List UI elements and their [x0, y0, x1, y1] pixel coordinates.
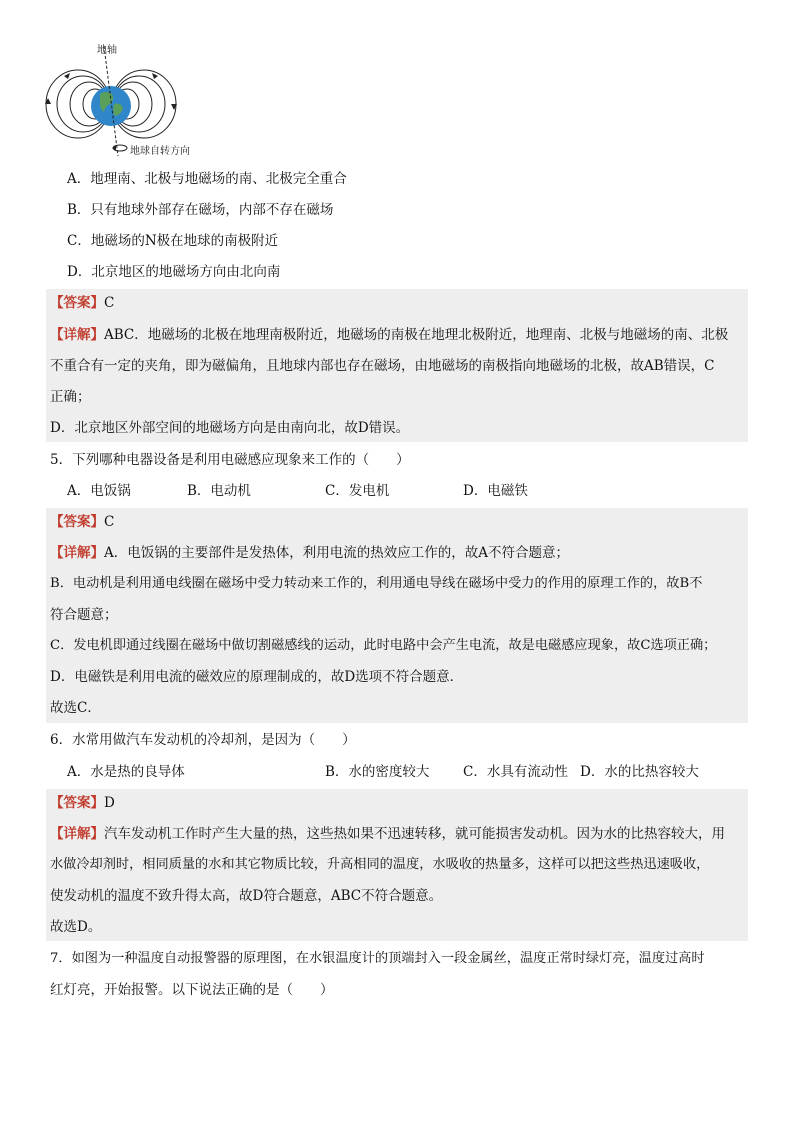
- q5-detail-line-3: 符合题意；: [50, 607, 118, 623]
- detail-tag: 【详解】: [50, 826, 104, 842]
- q7-stem-line-1: 7．如图为一种温度自动报警器的原理图，在水银温度计的顶端封入一段金属丝，温度正常时绿灯亮，温度过高时: [50, 951, 705, 966]
- earth-axis-label: 地轴: [97, 45, 117, 56]
- q6-answer: [50, 793, 115, 813]
- q5-option-b: B．电动机: [187, 483, 251, 499]
- q5-answer-block: [46, 508, 748, 723]
- answer-value: C: [104, 514, 115, 530]
- magnetic-field-diagram: [40, 38, 220, 158]
- q4-option-c: C．地磁场的N极在地球的南极附近: [67, 233, 279, 249]
- rotation-direction-label: 地球自转方向: [130, 146, 190, 157]
- q5-answer: [50, 512, 114, 532]
- q6-option-b: B．水的密度较大: [325, 764, 430, 780]
- q6-option-d: D．水的比热容较大: [580, 764, 699, 780]
- answer-tag: 【答案】: [50, 795, 104, 811]
- q7-stem-line-2: 红灯亮，开始报警。以下说法正确的是（ ）: [50, 982, 334, 998]
- q5-detail-line-6: 故选C．: [50, 700, 101, 716]
- q4-option-b: B．只有地球外部存在磁场，内部不存在磁场: [67, 202, 334, 218]
- q6-option-a: A．水是热的良导体: [67, 764, 185, 780]
- q4-option-d: D．北京地区的地磁场方向由北向南: [67, 264, 281, 280]
- q5-detail-line-4: C．发电机即通过线圈在磁场中做切割磁感线的运动，此时电路中会产生电流，故是电磁感应现象，故C选项正确；: [50, 638, 717, 653]
- q4-detail-line-3: 正确；: [50, 389, 91, 405]
- earth-magnetic-field-figure: [40, 38, 220, 158]
- q5-stem: 5．下列哪种电器设备是利用电磁感应现象来工作的（ ）: [50, 452, 410, 468]
- q5-detail-line-1: 【详解】A．电饭锅的主要部件是发热体，利用电流的热效应工作的，故A不符合题意；: [50, 545, 569, 561]
- q6-stem: 6．水常用做汽车发动机的冷却剂，是因为（ ）: [50, 732, 356, 748]
- q5-detail-line-5: D．电磁铁是利用电流的磁效应的原理制成的，故D选项不符合题意．: [50, 669, 464, 685]
- q6-detail-line-1: 【详解】汽车发动机工作时产生大量的热，这些热如果不迅速转移，就可能损害发动机。因为水的比热容较大，用: [50, 826, 725, 842]
- answer-value: D: [104, 795, 115, 811]
- q4-detail-line-2: 不重合有一定的夹角，即为磁偏角，且地球内部也存在磁场，由地磁场的南极指向地磁场的北极，故AB错误，C: [50, 358, 715, 374]
- q6-option-c: C．水具有流动性: [463, 764, 568, 780]
- detail-tag: 【详解】: [50, 327, 104, 343]
- q5-detail-line-2: B．电动机是利用通电线圈在磁场中受力转动来工作的，利用通电导线在磁场中受力的作用的原理工作的，故B不: [50, 576, 703, 591]
- answer-tag: 【答案】: [50, 295, 104, 311]
- q4-detail-line-1: 【详解】ABC．地磁场的北极在地理南极附近，地磁场的南极在地理北极附近，地理南、北极与地磁场的南、北极: [50, 327, 729, 343]
- q5-option-a: A．电饭锅: [67, 483, 131, 499]
- q4-detail-line-4: D．北京地区外部空间的地磁场方向是由南向北，故D错误。: [50, 420, 410, 436]
- answer-tag: 【答案】: [50, 514, 104, 530]
- detail-tag: 【详解】: [50, 545, 104, 561]
- q5-option-d: D．电磁铁: [463, 483, 528, 499]
- answer-value: C: [104, 295, 115, 311]
- q6-detail-line-3: 使发动机的温度不致升得太高，故D符合题意，ABC不符合题意。: [50, 888, 443, 904]
- q5-option-c: C．发电机: [325, 483, 390, 499]
- q4-answer: [50, 293, 114, 313]
- q4-option-a: A．地理南、北极与地磁场的南、北极完全重合: [67, 171, 347, 187]
- q6-detail-line-4: 故选D。: [50, 919, 102, 935]
- q6-detail-line-2: 水做冷却剂时，相同质量的水和其它物质比较，升高相同的温度，水吸收的热量多，这样可以把这些热迅速吸收，: [50, 857, 710, 872]
